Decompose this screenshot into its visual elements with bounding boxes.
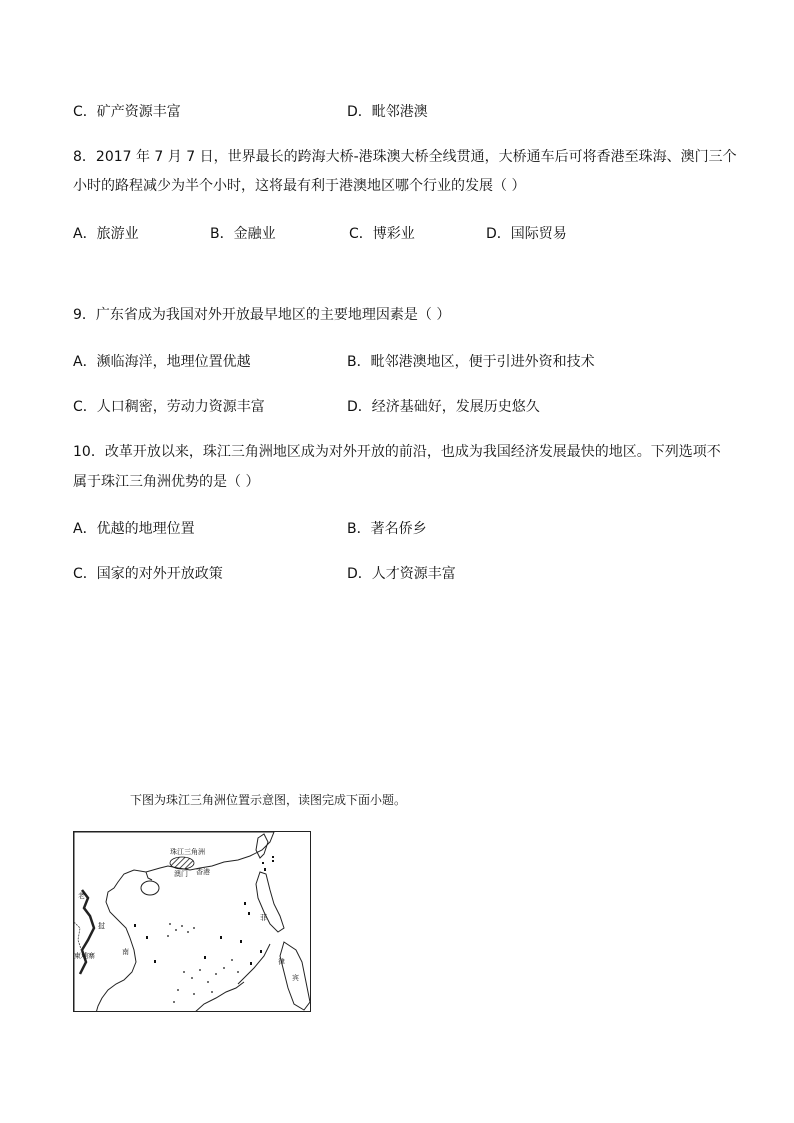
label-cambodia: 柬埔寨 bbox=[74, 952, 95, 960]
label-delta: 珠江三角洲 bbox=[170, 848, 205, 856]
q7-option-c: C．矿产资源丰富 bbox=[73, 104, 181, 120]
label-laos: 老 bbox=[78, 892, 85, 900]
q10-stem-line2: 属于珠江三角洲优势的是（ ） bbox=[73, 474, 260, 490]
q9-option-a: A．濒临海洋，地理位置优越 bbox=[73, 354, 251, 370]
delta-hatched-area bbox=[170, 857, 194, 869]
label-thailand: 挝 bbox=[98, 922, 105, 930]
leizhou-peninsula bbox=[146, 872, 152, 880]
label-vietnam: 南 bbox=[122, 948, 129, 956]
reef-dots bbox=[134, 856, 274, 1003]
pearl-river-delta-map bbox=[73, 831, 311, 1012]
q9-option-d: D．经济基础好，发展历史悠久 bbox=[347, 399, 540, 415]
taiwan-island bbox=[256, 834, 268, 858]
q8-option-a: A．旅游业 bbox=[73, 226, 139, 242]
palawan bbox=[238, 944, 270, 984]
q8-option-c: C．博彩业 bbox=[349, 226, 415, 242]
q8-stem-line2: 小时的路程减少为半个小时，这将最有利于港澳地区哪个行业的发展（ ） bbox=[73, 178, 526, 194]
q9-option-c: C．人口稠密，劳动力资源丰富 bbox=[73, 399, 265, 415]
hainan-island bbox=[141, 881, 159, 895]
q10-option-a: A．优越的地理位置 bbox=[73, 521, 195, 537]
label-hongkong: 香港 bbox=[196, 868, 210, 876]
label-macau: 澳门 bbox=[174, 870, 188, 878]
indochina-border bbox=[80, 890, 94, 974]
q8-stem-line1: 8．2017 年 7 月 7 日，世界最长的跨海大桥-港珠澳大桥全线贯通，大桥通车后可将香港至珠海、澳门三个 bbox=[73, 149, 737, 165]
q9-option-b: B．毗邻港澳地区，便于引进外资和技术 bbox=[347, 354, 595, 370]
borneo-coast bbox=[194, 982, 244, 1012]
label-philippines-2: 律 bbox=[278, 958, 285, 966]
map-intro-text: 下图为珠江三角洲位置示意图，读图完成下面小题。 bbox=[130, 793, 407, 807]
q7-option-d: D．毗邻港澳 bbox=[347, 104, 428, 120]
q9-stem: 9．广东省成为我国对外开放最早地区的主要地理因素是（ ） bbox=[73, 307, 451, 323]
q10-option-c: C．国家的对外开放政策 bbox=[73, 566, 223, 582]
q10-stem-line1: 10．改革开放以来，珠江三角洲地区成为对外开放的前沿，也成为我国经济发展最快的地区。下列选项不 bbox=[73, 444, 721, 460]
philippines-luzon bbox=[256, 872, 284, 932]
thailand-border bbox=[74, 922, 82, 952]
q8-option-d: D．国际贸易 bbox=[486, 226, 567, 242]
label-philippines-1: 菲 bbox=[260, 914, 267, 922]
label-philippines-3: 宾 bbox=[292, 974, 299, 982]
q10-option-b: B．著名侨乡 bbox=[347, 521, 427, 537]
q10-option-d: D．人才资源丰富 bbox=[347, 566, 456, 582]
q8-option-b: B．金融业 bbox=[210, 226, 276, 242]
